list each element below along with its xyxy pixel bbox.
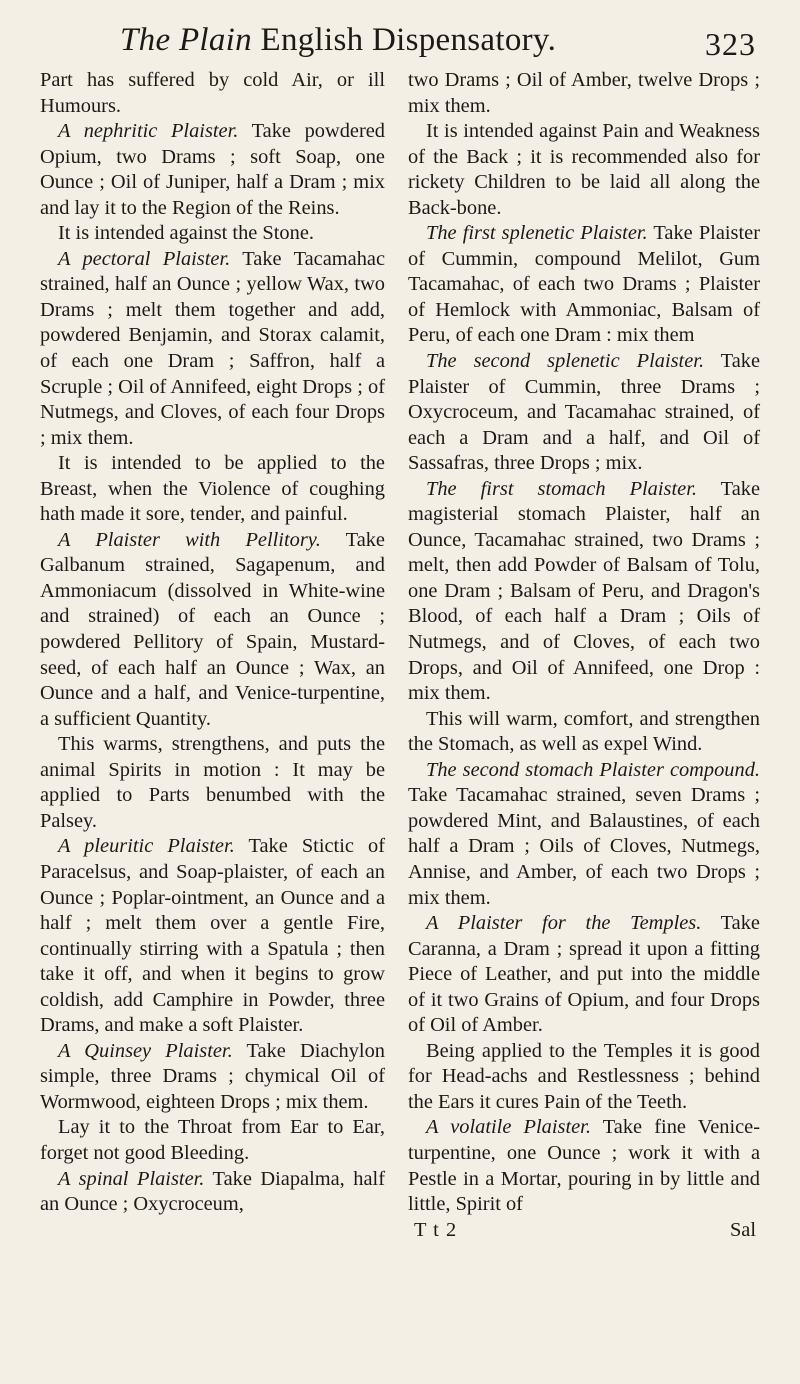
paragraph-text: Being applied to the Temples it is good for Head-achs and Restlessness ; behind the Ears it cures Pain of the Teeth. xyxy=(408,1039,760,1113)
paragraph xyxy=(408,68,760,119)
paragraph xyxy=(40,732,385,834)
recipe-title: A pectoral Plaister. xyxy=(58,247,231,270)
paragraph-text: Take Tacamahac strained, half an Ounce ; yellow Wax, two Drams ; melt them together and add, powdered Benjamin, and Storax calamit, of each one Dram ; Saffron, half a Scruple ; Oil of Annifeed, eight Drops ; of Nutmegs, and Cloves, of each four Drops ; mix them. xyxy=(40,247,385,449)
paragraph-text: It is intended against Pain and Weakness of the Back ; it is recommended also for rickety Children to be laid all along the Back-bone. xyxy=(408,120,760,219)
paragraph-text: Take Plaister of Cummin, three Drams ; Oxycroceum, and Tacamahac strained, of each a Dram and a half, and Oil of Sassafras, three Drops ; mix. xyxy=(408,350,760,475)
paragraph xyxy=(40,1115,385,1166)
recipe-title: The first stomach Plaister. xyxy=(426,477,697,500)
recipe-title: A pleuritic Plaister. xyxy=(58,835,235,858)
paragraph-text: Take fine Venice-turpentine, one Ounce ; work it with a Pestle in a Mortar, pouring in by little and little, Spirit of xyxy=(408,1116,760,1216)
recipe-paragraph xyxy=(40,1167,385,1218)
recipe-paragraph xyxy=(408,349,760,477)
running-head-title-italic: The Plain xyxy=(120,22,252,58)
paragraph-text: This will warm, comfort, and strengthen the Stomach, as well as expel Wind. xyxy=(408,707,760,756)
recipe-title: A Plaister with Pellitory. xyxy=(58,528,321,551)
recipe-title: The second stomach Plaister compound. xyxy=(426,758,760,781)
paragraph-text: Take powdered Opium, two Drams ; soft Soap, one Ounce ; Oil of Juniper, half a Dram ; mix and lay it to the Region of the Reins. xyxy=(40,120,385,219)
paragraph-text: Take Diachylon simple, three Drams ; chymical Oil of Wormwood, eighteen Drops ; mix them. xyxy=(40,1039,385,1113)
paragraph xyxy=(40,68,385,119)
signature-line xyxy=(408,1218,760,1244)
recipe-title: A volatile Plaister. xyxy=(426,1116,591,1139)
paragraph-text: Take magisterial stomach Plaister, half an Ounce, Tacamahac strained, two Drams ; melt, then add Powder of Balsam of Tolu, one Dram ; Balsam of Peru, and Dragon's Blood, of each half a Dram ; Oils of Nutmegs, and of Cloves, of each two Drops, and Oil of Annifeed, one Drop : mix them. xyxy=(408,477,760,705)
recipe-title: The second splenetic Plaister. xyxy=(426,350,705,373)
left-column xyxy=(40,68,385,1218)
paragraph xyxy=(408,1039,760,1116)
paragraph-text: Take Tacamahac strained, seven Drams ; powdered Mint, and Balaustines, of each half a Dram ; Oils of Cloves, Nutmegs, Annise, and Amber, of each two Drops ; mix them. xyxy=(408,784,760,909)
paragraph-text: It is intended against the Stone. xyxy=(58,222,314,245)
recipe-title: A Quinsey Plaister. xyxy=(58,1039,233,1062)
recipe-paragraph xyxy=(408,911,760,1039)
paragraph xyxy=(40,451,385,528)
right-column xyxy=(408,68,760,1243)
paragraph xyxy=(408,119,760,221)
signature-mark: T t 2 xyxy=(414,1218,458,1241)
running-head-title-roman: English Dispensatory. xyxy=(251,22,557,58)
recipe-paragraph xyxy=(408,1115,760,1217)
paragraph-text: Take Plaister of Cummin, compound Melilot, Gum Tacamahac, of each two Drams ; Plaister of Hemlock with Ammoniac, Balsam of Peru, of each one Dram : mix them xyxy=(408,222,760,347)
paragraph-text: two Drams ; Oil of Amber, twelve Drops ; mix them. xyxy=(408,69,760,117)
paragraph-text: Take Caranna, a Dram ; spread it upon a fitting Piece of Leather, and put into the middle of it two Grains of Opium, and four Drops of Oil of Amber. xyxy=(408,912,760,1037)
paragraph xyxy=(40,221,385,247)
running-head xyxy=(0,14,800,64)
recipe-paragraph xyxy=(40,834,385,1038)
running-head-title xyxy=(120,22,556,59)
recipe-title: A nephritic Plaister. xyxy=(58,120,239,143)
paragraph-text: Lay it to the Throat from Ear to Ear, forget not good Bleeding. xyxy=(40,1116,385,1164)
paragraph xyxy=(408,707,760,758)
recipe-paragraph xyxy=(40,247,385,451)
catchword: Sal xyxy=(729,1218,756,1241)
paragraph-text: Take Diapalma, half an Ounce ; Oxycroceum, xyxy=(40,1167,385,1216)
paragraph-text: Part has suffered by cold Air, or ill Humours. xyxy=(40,69,385,117)
paragraph-text: It is intended to be applied to the Breast, when the Violence of coughing hath made it sore, tender, and painful. xyxy=(40,452,385,526)
recipe-paragraph xyxy=(40,528,385,732)
recipe-title: A Plaister for the Temples. xyxy=(426,912,702,935)
recipe-title: The first splenetic Plaister. xyxy=(426,222,648,245)
page-number: 323 xyxy=(705,26,756,62)
recipe-paragraph xyxy=(408,477,760,707)
recipe-paragraph xyxy=(408,758,760,911)
recipe-paragraph xyxy=(40,1039,385,1116)
paragraph-text: Take Stictic of Paracelsus, and Soap-plaister, of each an Ounce ; Poplar-ointment, an Ounce and a half ; melt them over a gentle Fire, continually stirring with a Spatula ; then take it off, and when it begins to grow coldish, add Camphire in Powder, three Drams, and make a soft Plaister. xyxy=(40,835,385,1037)
paragraph-text: Take Galbanum strained, Sagapenum, and Ammoniacum (dissolved in White-wine and strained) of each an Ounce ; powdered Pellitory of Spain, Mustard-seed, of each half an Ounce ; Wax, an Ounce and a half, and Venice-turpentine, a sufficient Quantity. xyxy=(40,528,385,730)
paragraph-text: This warms, strengthens, and puts the animal Spirits in motion : It may be applied to Parts benumbed with the Palsey. xyxy=(40,733,385,832)
recipe-paragraph xyxy=(40,119,385,221)
recipe-paragraph xyxy=(408,221,760,349)
recipe-title: A spinal Plaister. xyxy=(58,1167,205,1190)
